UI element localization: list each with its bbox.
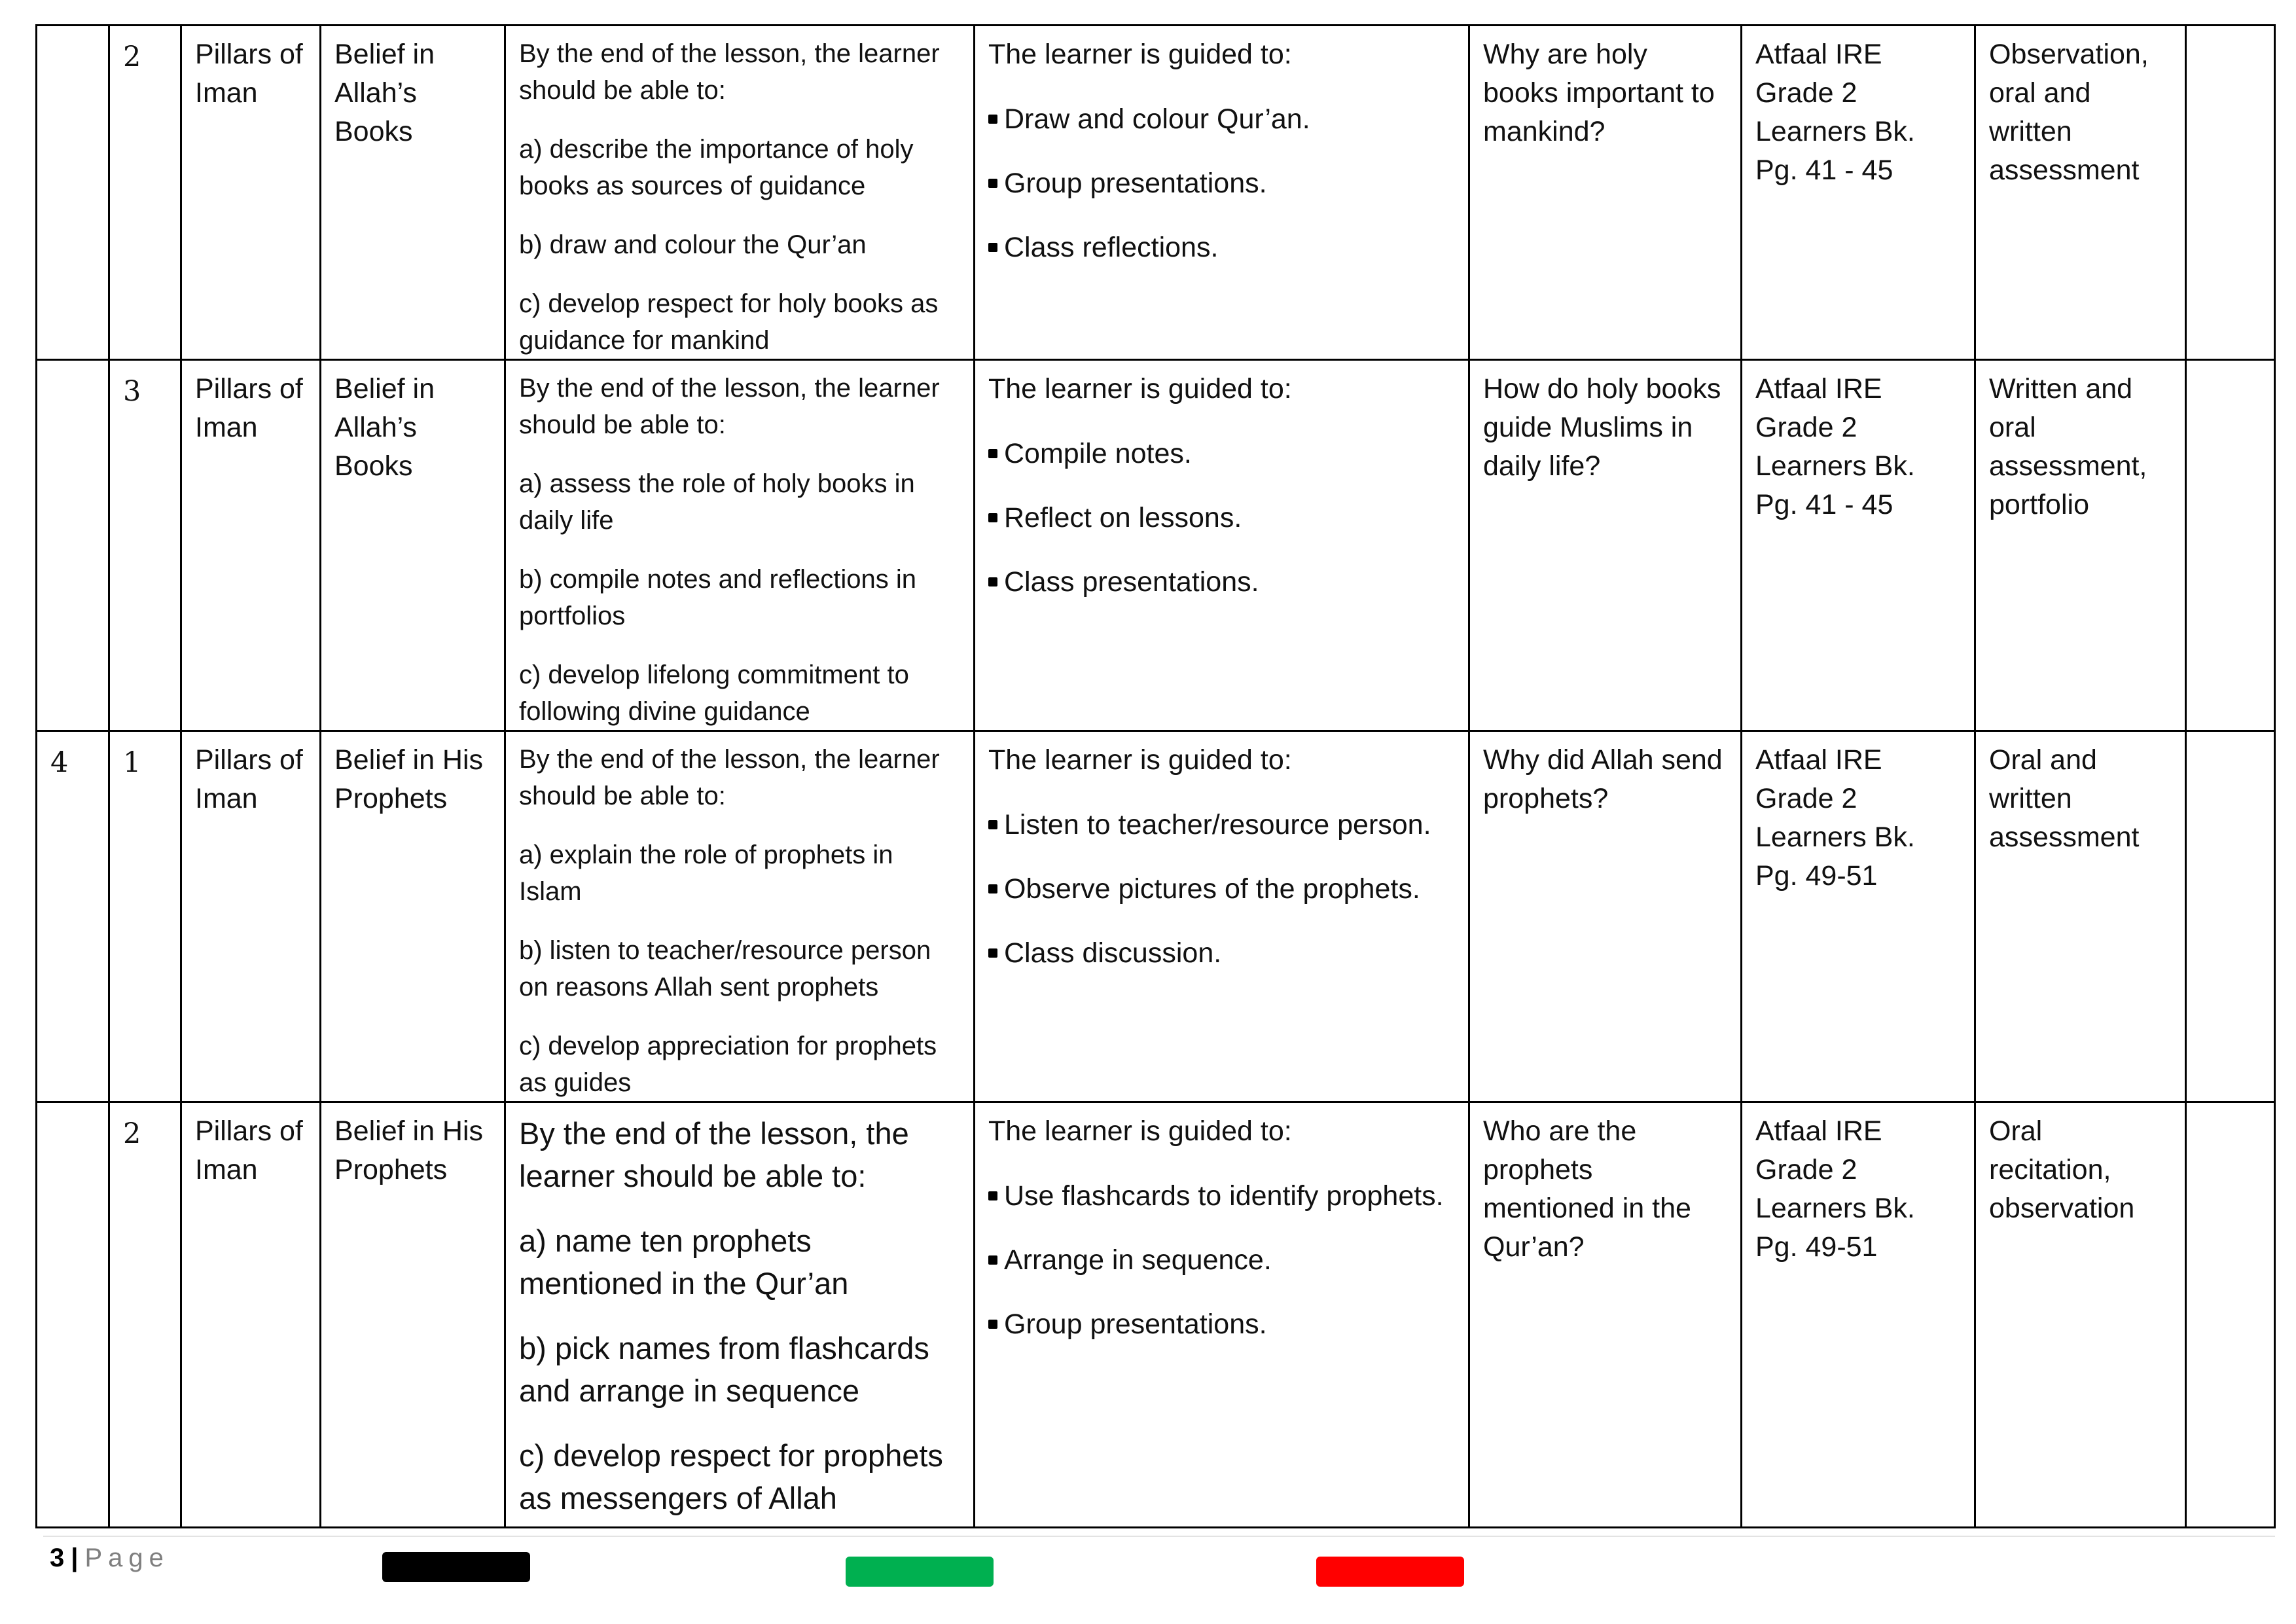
remarks-cell (2186, 731, 2275, 1102)
objective-item: a) assess the role of holy books in daily life (519, 469, 915, 535)
activities-cell (975, 731, 1469, 1102)
objective-item: b) listen to teacher/resource person on reasons Allah sent prophets (519, 936, 931, 1001)
objective-item: a) explain the role of prophets in Islam (519, 840, 893, 906)
objective-item: c) develop lifelong commitment to following divine guidance (519, 660, 909, 726)
table-row (37, 731, 2275, 1102)
bullet-icon (988, 820, 997, 829)
page-number: 3 (50, 1543, 65, 1572)
table-row (37, 1102, 2275, 1528)
objectives-cell (505, 1102, 975, 1528)
bullet-icon (988, 179, 997, 188)
bullet-icon (988, 948, 997, 958)
strand-cell: Pillars of Iman (181, 360, 321, 731)
key-question-cell: How do holy books guide Muslims in daily life? (1469, 360, 1742, 731)
bullet-icon (988, 577, 997, 586)
resources-cell: Atfaal IRE Grade 2 Learners Bk. Pg. 41 - 45 (1742, 360, 1975, 731)
activity-item (988, 1241, 1455, 1280)
activity-item (988, 435, 1455, 473)
assessment-cell: Oral recitation, observation (1975, 1102, 2186, 1528)
activity-text: Arrange in sequence. (1004, 1244, 1272, 1276)
activity-text: Draw and colour Qur’an. (1004, 103, 1310, 135)
activity-text: Group presentations. (1004, 1308, 1267, 1340)
bullet-icon (988, 449, 997, 458)
sub-strand-cell: Belief in Allah’s Books (321, 360, 505, 731)
objective-item: b) compile notes and reflections in portfolios (519, 565, 916, 630)
activity-item (988, 1305, 1455, 1344)
sub-strand-cell: Belief in His Prophets (321, 1102, 505, 1528)
footer-separator: | (71, 1543, 79, 1572)
activities-intro: The learner is guided to: (988, 1115, 1292, 1147)
activities-cell (975, 360, 1469, 731)
bullet-icon (988, 115, 997, 124)
page-label: Page (84, 1543, 170, 1572)
week-cell (37, 360, 109, 731)
activity-text: Observe pictures of the prophets. (1004, 873, 1420, 905)
key-question-cell: Why did Allah send prophets? (1469, 731, 1742, 1102)
bullet-icon (988, 243, 997, 252)
scheme-of-work-table (35, 24, 2276, 1528)
activities-cell (975, 26, 1469, 360)
activity-text: Reflect on lessons. (1004, 502, 1242, 533)
resources-cell: Atfaal IRE Grade 2 Learners Bk. Pg. 49-51 (1742, 1102, 1975, 1528)
bullet-icon (988, 1191, 997, 1200)
key-question-cell: Who are the prophets mentioned in the Qur’an? (1469, 1102, 1742, 1528)
week-cell: 4 (37, 731, 109, 1102)
bullet-icon (988, 1255, 997, 1265)
activity-text: Compile notes. (1004, 438, 1192, 469)
remarks-cell (2186, 26, 2275, 360)
objectives-intro: By the end of the lesson, the learner should be able to: (519, 374, 940, 439)
activities-intro: The learner is guided to: (988, 373, 1292, 405)
remarks-cell (2186, 360, 2275, 731)
objective-item: c) develop respect for holy books as guidance for mankind (519, 289, 939, 355)
activity-text: Class discussion. (1004, 937, 1222, 969)
objective-item: b) draw and colour the Qur’an (519, 230, 867, 259)
assessment-cell: Oral and written assessment (1975, 731, 2186, 1102)
activities-cell (975, 1102, 1469, 1528)
objectives-cell (505, 26, 975, 360)
bullet-icon (988, 1320, 997, 1329)
objectives-intro: By the end of the lesson, the learner should be able to: (519, 1116, 909, 1193)
bullet-icon (988, 513, 997, 522)
activity-text: Class reflections. (1004, 232, 1219, 263)
objective-item: c) develop respect for prophets as messengers of Allah (519, 1438, 943, 1515)
activity-item (988, 563, 1455, 602)
objectives-cell (505, 360, 975, 731)
strand-cell: Pillars of Iman (181, 1102, 321, 1528)
activity-item (988, 228, 1455, 267)
objective-item: a) describe the importance of holy books as sources of guidance (519, 135, 914, 200)
objectives-intro: By the end of the lesson, the learner should be able to: (519, 39, 940, 105)
key-question-cell: Why are holy books important to mankind? (1469, 26, 1742, 360)
page-footer (50, 1538, 170, 1578)
activity-item (988, 499, 1455, 537)
objective-item: a) name ten prophets mentioned in the Qur’an (519, 1223, 849, 1301)
activity-item (988, 870, 1455, 909)
objective-item: b) pick names from flashcards and arrange in sequence (519, 1331, 929, 1408)
remarks-cell (2186, 1102, 2275, 1528)
activities-intro: The learner is guided to: (988, 39, 1292, 70)
strand-cell: Pillars of Iman (181, 731, 321, 1102)
red-color-swatch (1316, 1557, 1464, 1587)
table-row (37, 26, 2275, 360)
objectives-intro: By the end of the lesson, the learner should be able to: (519, 745, 940, 810)
objectives-cell (505, 731, 975, 1102)
lesson-cell: 2 (109, 1102, 181, 1528)
bullet-icon (988, 884, 997, 893)
footer-divider (43, 1536, 2275, 1537)
assessment-cell: Observation, oral and written assessment (1975, 26, 2186, 360)
activity-item (988, 100, 1455, 139)
table-body (37, 26, 2275, 1528)
table-row (37, 360, 2275, 731)
strand-cell: Pillars of Iman (181, 26, 321, 360)
assessment-cell: Written and oral assessment, portfolio (1975, 360, 2186, 731)
week-cell (37, 1102, 109, 1528)
activity-text: Class presentations. (1004, 566, 1259, 598)
activities-intro: The learner is guided to: (988, 744, 1292, 776)
sub-strand-cell: Belief in Allah’s Books (321, 26, 505, 360)
activity-text: Listen to teacher/resource person. (1004, 809, 1431, 840)
black-color-swatch (382, 1552, 530, 1582)
activity-item (988, 1177, 1455, 1216)
objective-item: c) develop appreciation for prophets as guides (519, 1032, 937, 1097)
green-color-swatch (846, 1557, 994, 1587)
activity-text: Use flashcards to identify prophets. (1004, 1180, 1444, 1212)
lesson-cell: 3 (109, 360, 181, 731)
resources-cell: Atfaal IRE Grade 2 Learners Bk. Pg. 49-51 (1742, 731, 1975, 1102)
activity-text: Group presentations. (1004, 168, 1267, 199)
activity-item (988, 934, 1455, 973)
lesson-cell: 1 (109, 731, 181, 1102)
lesson-cell: 2 (109, 26, 181, 360)
resources-cell: Atfaal IRE Grade 2 Learners Bk. Pg. 41 - 45 (1742, 26, 1975, 360)
sub-strand-cell: Belief in His Prophets (321, 731, 505, 1102)
activity-item (988, 806, 1455, 844)
activity-item (988, 164, 1455, 203)
week-cell (37, 26, 109, 360)
